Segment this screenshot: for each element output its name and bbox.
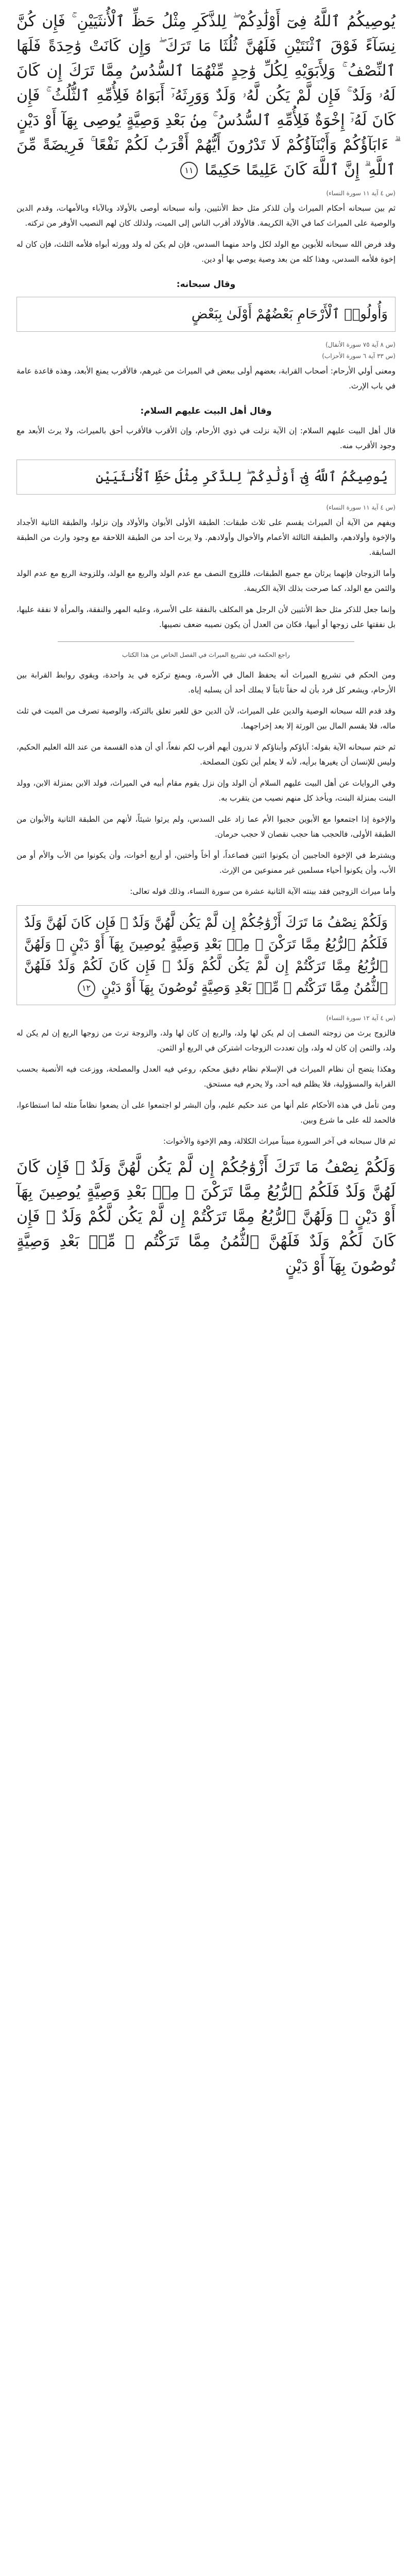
paragraph: وهكذا يتضح أن نظام الميراث في الإسلام نظام دقيق محكم، روعي فيه العدل والمصلحة، ووزعت فيه الأنصبة بحسب القرابة والمسؤولية، فلا يظلم فيه أحد، ولا يحرم فيه مستحق. [16, 1064, 396, 1089]
verse-citation: (س ٣٣ آية ٦ سورة الأحزاب) [322, 352, 396, 360]
verse-block [16, 9, 396, 182]
paragraph: ومن تأمل في هذه الأحكام علم أنها من عند حكيم عليم، وأن البشر لو اجتمعوا على أن يضعوا نظاماً مثله لما استطاعوا، فالحمد لله على ما شرع وبين. [16, 1100, 396, 1125]
paragraph: وأما ميراث الزوجين فقد بينته الآية الثانية عشرة من سورة النساء، وذلك قوله تعالى: [130, 887, 396, 896]
section-heading: وقال سبحانه: [176, 279, 236, 290]
verse-text: وَلَكُمْ نِصْفُ مَا تَرَكَ أَزْوَٰجُكُمْ إِن لَّمْ يَكُن لَّهُنَّ وَلَدٌ ۚ فَإِن كَانَ لَهُنَّ وَلَدٌ فَلَكُمُ ٱلرُّبُعُ مِمَّا تَرَكْنَ ۚ مِنۢ بَعْدِ وَصِيَّةٍ يُوصِينَ بِهَآ أَوْ دَيْنٍ ۚ وَلَهُنَّ ٱلرُّبُعُ مِمَّا تَرَكْتُمْ إِن لَّمْ يَكُن لَّكُمْ وَلَدٌ ۚ فَإِن كَانَ لَكُمْ وَلَدٌ فَلَهُنَّ ٱلثُّمُنُ مِمَّا تَرَكْتُم ۚ مِّنۢ بَعْدِ وَصِيَّةٍ تُوصُونَ بِهَآ أَوْ دَيْنٍ [24, 915, 388, 995]
paragraph: ومعنى أولي الأرحام: أصحاب القرابة، بعضهم أولى ببعض في الميراث من غيرهم، فالأقرب يمنع الأبعد، وهذه قاعدة عامة في باب الإرث. [16, 366, 396, 391]
verse-box [16, 297, 396, 332]
verse-box [16, 905, 396, 1005]
verse-citation: (س ٤ آية ١٢ سورة النساء) [326, 1014, 396, 1022]
paragraph: قال أهل البيت عليهم السلام: إن الآية نزلت في ذوي الأرحام، وإن الأقرب فالأقرب أحق بالميراث، ولا يرث الأبعد مع وجود الأقرب منه. [16, 426, 396, 450]
verse-number-icon: ١١ [180, 162, 198, 179]
verse-text: وَأُولُوا۟ ٱلْأَرْحَامِ بَعْضُهُمْ أَوْلَىٰ بِبَعْضٍ [191, 307, 388, 322]
paragraph: وأما الزوجان فإنهما يرثان مع جميع الطبقات، فللزوج النصف مع عدم الولد والربع مع الولد، وللزوجة الربع مع عدم الولد والثمن مع الولد، كما صرحت بذلك الآية الكريمة. [16, 569, 396, 593]
verse-text: يُوصِيكُمُ ٱللَّهُ فِىٓ أَوْلَٰدِكُمْ ۖ لِلذَّكَرِ مِثْلُ حَظِّ ٱلْأُنثَيَيْنِ [95, 469, 388, 485]
paragraph: ثم بين سبحانه أحكام الميراث وأن للذكر مثل حظ الأنثيين، وأنه سبحانه أوصى بالأولاد وبالآباء وبالأمهات، وقدم الدين والوصية على الميراث كما في الآية الكريمة. فالأولاد أقرب الناس إلى الميت، ولذلك كان لهم النصيب الأوفر من تركته. [16, 204, 396, 228]
verse-box [16, 460, 396, 495]
footnote: راجع الحكمة في تشريع الميراث في الفصل الخاص من هذا الكتاب [122, 651, 290, 658]
paragraph: وقد فرض الله سبحانه للأبوين مع الولد لكل واحد منهما السدس، فإن لم يكن له ولد وورثه أبواه فلأمه الثلث، فإن كان له إخوة فلأمه السدس، وهذا كله من بعد وصية يوصي بها أو دين. [16, 240, 396, 264]
divider [58, 641, 354, 642]
verse-citation: (س ٨ آية ٧٥ سورة الأنفال) [325, 341, 396, 348]
paragraph: فالزوج يرث من زوجته النصف إن لم يكن لها ولد، والربع إن كان لها ولد، والزوجة ترث من زوجها الربع إن لم يكن له ولد، والثمن إن كان له ولد، وإن تعددت الزوجات اشتركن في الربع أو الثمن. [16, 1028, 396, 1053]
verse-text [24, 912, 388, 998]
verse-citation: (س ٤ آية ١١ سورة النساء) [326, 190, 396, 197]
paragraph: وإنما جعل للذكر مثل حظ الأنثيين لأن الرجل هو المكلف بالنفقة على الأسرة، وعليه المهر والنفقة، والمرأة لا نفقة عليها، بل نفقتها على زوجها أو أبيها، فكان من العدل أن يكون نصيبه ضعف نصيبها. [16, 605, 396, 629]
paragraph: وقد قدم الله سبحانه الوصية والدين على الميراث، لأن الدين حق للغير تعلق بالتركة، والوصية تصرف من الميت في ثلث ماله، فلا يقسم المال بين الورثة إلا بعد إخراجهما. [16, 706, 396, 731]
verse-citation: (س ٤ آية ١١ سورة النساء) [326, 504, 396, 511]
verse-text: وَلَكُمْ نِصْفُ مَا تَرَكَ أَزْوَٰجُكُمْ إِن لَّمْ يَكُن لَّهُنَّ وَلَدٌ ۚ فَإِن كَانَ لَهُنَّ وَلَدٌ فَلَكُمُ ٱلرُّبُعُ مِمَّا تَرَكْنَ ۚ مِنۢ بَعْدِ وَصِيَّةٍ يُوصِينَ بِهَآ أَوْ دَيْنٍ ۚ وَلَهُنَّ ٱلرُّبُعُ مِمَّا تَرَكْتُمْ إِن لَّمْ يَكُن لَّكُمْ وَلَدٌ ۚ فَإِن كَانَ لَكُمْ وَلَدٌ فَلَهُنَّ ٱلثُّمُنُ مِمَّا تَرَكْتُم ۚ مِّنۢ بَعْدِ وَصِيَّةٍ تُوصُونَ بِهَآ أَوْ دَيْنٍ [16, 1158, 396, 1275]
paragraph: ويفهم من الآية أن الميراث يقسم على ثلاث طبقات: الطبقة الأولى الأبوان والأولاد وإن نزلوا، والطبقة الثانية الأجداد والإخوة وأولادهم، والطبقة الثالثة الأعمام والأخوال وأولادهم. ولا يرث أحد من الطبقة اللاحقة مع وجود وارث من الطبقة السابقة. [16, 518, 396, 557]
paragraph: ويشترط في الإخوة الحاجبين أن يكونوا اثنين فصاعداً، أو أخاً وأختين، أو أربع أخوات، وأن يكونوا من الأب والأم أو من الأب، وأن يكونوا أحياء مسلمين غير ممنوعين من الإرث. [16, 851, 396, 875]
verse-block [16, 1155, 396, 1279]
verse-text: يُوصِيكُمُ ٱللَّهُ فِىٓ أَوْلَٰدِكُمْ ۖ لِلذَّكَرِ مِثْلُ حَظِّ ٱلْأُنثَيَيْنِ ۚ فَإِن كُنَّ نِسَآءً فَوْقَ ٱثْنَتَيْنِ فَلَهُنَّ ثُلُثَا مَا تَرَكَ ۖ وَإِن كَانَتْ وَٰحِدَةً فَلَهَا ٱلنِّصْفُ ۚ وَلِأَبَوَيْهِ لِكُلِّ وَٰحِدٍ مِّنْهُمَا ٱلسُّدُسُ مِمَّا تَرَكَ إِن كَانَ لَهُۥ وَلَدٌ ۚ فَإِن لَّمْ يَكُن لَّهُۥ وَلَدٌ وَوَرِثَهُۥٓ أَبَوَاهُ فَلِأُمِّهِ ٱلثُّلُثُ ۚ فَإِن كَانَ لَهُۥٓ إِخْوَةٌ فَلِأُمِّهِ ٱلسُّدُسُ ۚ مِنۢ بَعْدِ وَصِيَّةٍ يُوصِى بِهَآ أَوْ دَيْنٍ ۗ ءَابَآؤُكُمْ وَأَبْنَآؤُكُمْ لَا تَدْرُونَ أَيُّهُمْ أَقْرَبُ لَكُمْ نَفْعًا ۚ فَرِيضَةً مِّنَ ٱللَّهِ ۗ إِنَّ ٱللَّهَ كَانَ عَلِيمًا حَكِيمًا [16, 12, 396, 179]
paragraph: والإخوة إذا اجتمعوا مع الأبوين حجبوا الأم عما زاد على السدس، ولم يرثوا شيئاً، لأنهم من الطبقة الثانية والأبوان من الطبقة الأولى، فالحجب هنا حجب نقصان لا حجب حرمان. [16, 815, 396, 839]
paragraph: ثم ختم سبحانه الآية بقوله: آباؤكم وأبناؤكم لا تدرون أيهم أقرب لكم نفعاً، أي أن هذه القسمة من عند الله العليم الحكيم، وليس للإنسان أن يغيرها برأيه، لأنه لا يعلم أين تكون المصلحة. [16, 742, 396, 767]
verse-number-icon: ١٢ [78, 979, 95, 997]
paragraph: وفي الروايات عن أهل البيت عليهم السلام أن الولد وإن نزل يقوم مقام أبيه في الميراث، فولد الابن بمنزلة الابن، وولد البنت بمنزلة البنت، ويأخذ كل منهم نصيب من يتقرب به. [16, 778, 396, 803]
paragraph: ثم قال سبحانه في آخر السورة مبيناً ميراث الكلالة، وهم الإخوة والأخوات: [163, 1137, 396, 1146]
paragraph: ومن الحكم في تشريع الميراث أنه يحفظ المال في الأسرة، ويمنع تركزه في يد واحدة، ويقوي روابط القرابة بين الأرحام، ويشعر كل فرد بأن له حقاً ثابتاً لا يملك أحد أن يسلبه إياه. [16, 670, 396, 694]
section-heading: وقال أهل البيت عليهم السلام: [140, 406, 272, 416]
